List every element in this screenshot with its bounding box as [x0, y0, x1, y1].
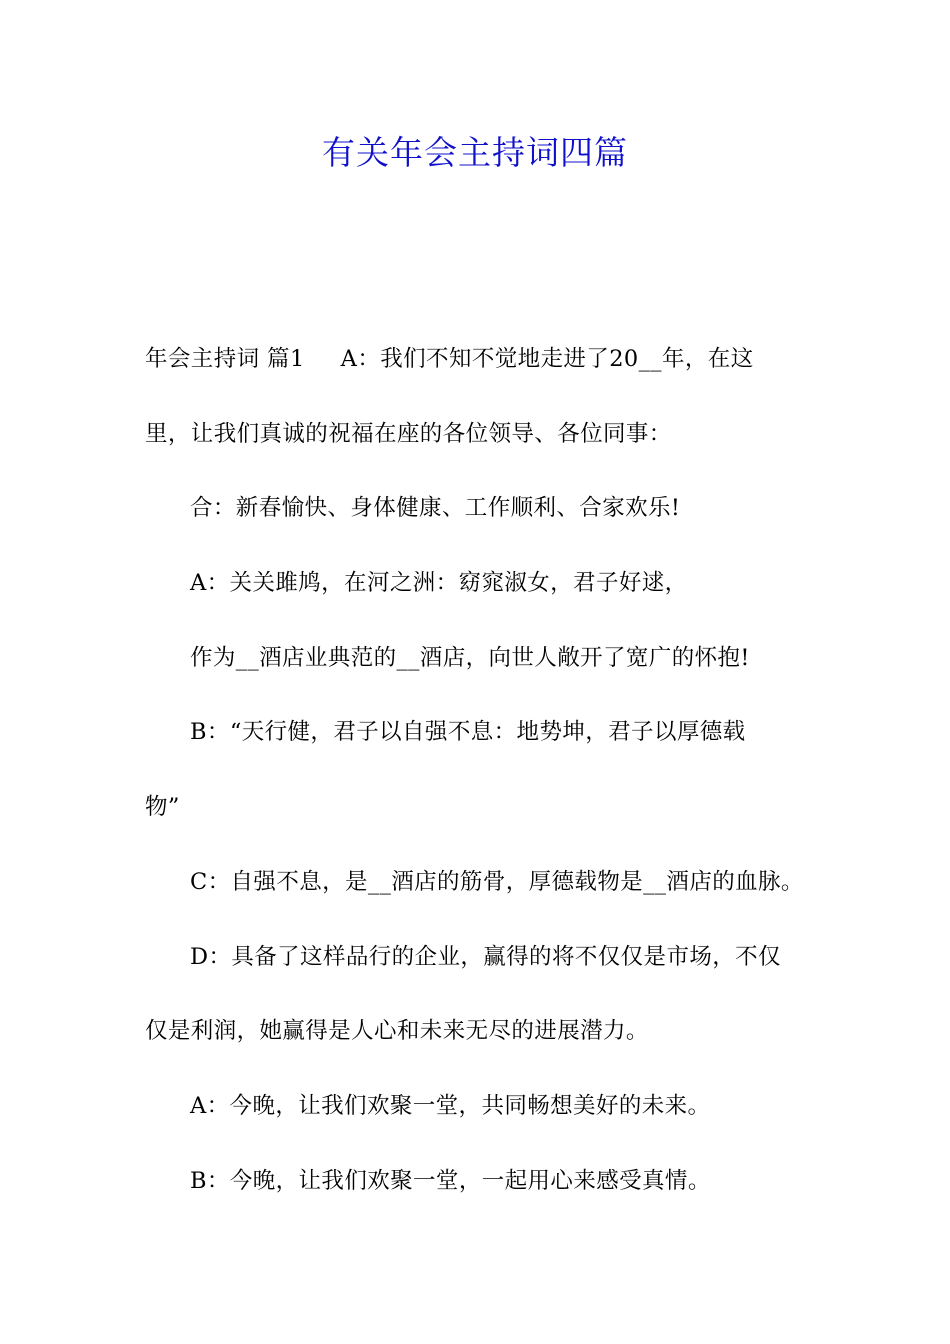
- paragraph-line-8: C：自强不息，是__酒店的筋骨，厚德载物是__酒店的血脉。: [190, 868, 804, 895]
- paragraph-line-9: D：具备了这样品行的企业，赢得的将不仅仅是市场，不仅: [190, 943, 781, 970]
- paragraph-line-11: A：今晚，让我们欢聚一堂，共同畅想美好的未来。: [190, 1092, 711, 1119]
- document-body: [145, 337, 815, 1233]
- document-title: 有关年会主持词四篇: [322, 133, 628, 172]
- paragraph-line-3: 合：新春愉快、身体健康、工作顺利、合家欢乐!: [190, 495, 681, 522]
- paragraph-line-6: B：“天行健，君子以自强不息：地势坤，君子以厚德载: [190, 719, 746, 746]
- paragraph-line-5: 作为__酒店业典范的__酒店，向世人敞开了宽广的怀抱!: [190, 644, 750, 671]
- paragraph-line-1: [145, 337, 815, 412]
- paragraph-text: A：我们不知不觉地走进了20__年，在这: [340, 346, 754, 372]
- paragraph-line-10: 仅是利润，她赢得是人心和未来无尽的进展潜力。: [145, 1018, 649, 1045]
- paragraph-line-12: B：今晚，让我们欢聚一堂，一起用心来感受真情。: [190, 1167, 711, 1194]
- paragraph-line-4: A：关关雎鸠，在河之洲：窈窕淑女，君子好逑，: [190, 570, 688, 597]
- paragraph-line-7: 物”: [145, 794, 180, 821]
- section-heading: 年会主持词 篇1: [145, 346, 305, 372]
- paragraph-line-2: 里，让我们真诚的祝福在座的各位领导、各位同事：: [145, 420, 672, 447]
